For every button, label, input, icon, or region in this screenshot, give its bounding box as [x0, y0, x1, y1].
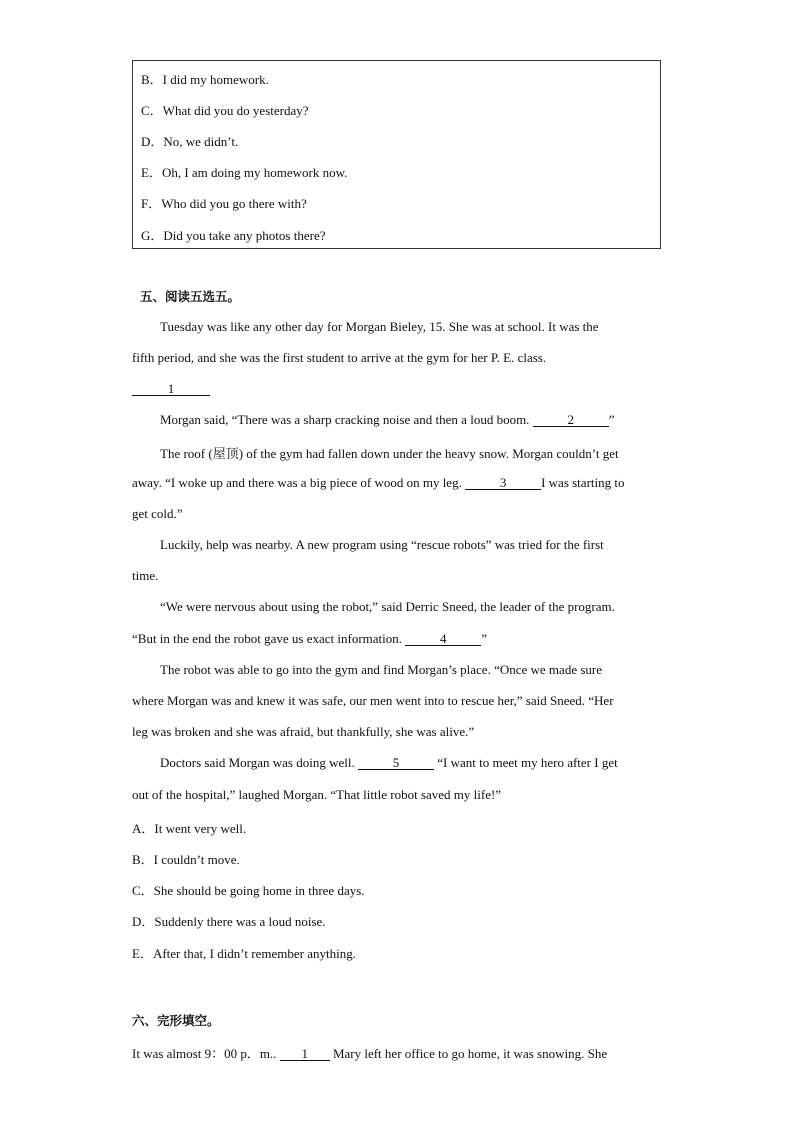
option-c: C．She should be going home in three days.	[132, 883, 365, 898]
p1-line1: Tuesday was like any other day for Morgan Bieley, 15. She was at school. It was the	[160, 319, 599, 334]
answer-options-box	[132, 60, 661, 249]
box-option-d: D．No, we didn’t.	[141, 134, 239, 149]
p6-line3: leg was broken and she was afraid, but thankfully, she was alive.”	[132, 724, 475, 739]
p3-text: away. “I woke up and there was a big piece of wood on my leg.	[132, 475, 466, 490]
blank-1-line	[132, 381, 210, 397]
p5-line2	[132, 631, 487, 647]
p5-text: “But in the end the robot gave us exact information.	[132, 631, 406, 646]
p4-line1: Luckily, help was nearby. A new program using “rescue robots” was tried for the first	[160, 537, 604, 552]
p2-line1	[160, 412, 614, 428]
p4-line2: time.	[132, 568, 159, 583]
p7-line2: out of the hospital,” laughed Morgan. “That little robot saved my life!”	[132, 787, 502, 802]
p7-text: Doctors said Morgan was doing well.	[160, 755, 358, 770]
p5-close-quote: ”	[481, 631, 488, 646]
s6-text: It was almost 9：00 p．m..	[132, 1046, 280, 1061]
blank-3[interactable]: 3	[465, 476, 541, 490]
p3-line3: get cold.”	[132, 506, 183, 521]
p3-line1: The roof (屋顶) of the gym had fallen down under the heavy snow. Morgan couldn’t get	[160, 446, 619, 461]
p5-line1: “We were nervous about using the robot,” said Derric Sneed, the leader of the program.	[160, 599, 615, 614]
blank-4[interactable]: 4	[405, 632, 481, 646]
p1-line2: fifth period, and she was the first student to arrive at the gym for her P. E. class.	[132, 350, 547, 365]
box-option-c: C．What did you do yesterday?	[141, 103, 309, 118]
box-option-f: F．Who did you go there with?	[141, 196, 307, 211]
box-option-e: E．Oh, I am doing my homework now.	[141, 165, 348, 180]
blank-1[interactable]: 1	[132, 382, 210, 396]
option-b: B．I couldn’t move.	[132, 852, 240, 867]
option-d: D．Suddenly there was a loud noise.	[132, 914, 326, 929]
blank-2[interactable]: 2	[533, 413, 609, 427]
p7-text-after: “I want to meet my hero after I get	[433, 755, 618, 770]
option-a: A．It went very well.	[132, 821, 247, 836]
p7-line1	[160, 755, 618, 771]
section5-heading: 五、阅读五选五。	[140, 289, 241, 304]
option-e: E．After that, I didn’t remember anything.	[132, 946, 356, 961]
box-option-b: B．I did my homework.	[141, 72, 269, 87]
p6-line1: The robot was able to go into the gym and find Morgan’s place. “Once we made sure	[160, 662, 602, 677]
p3-line2	[132, 475, 624, 491]
s6-line1	[132, 1043, 607, 1062]
p2-text: Morgan said, “There was a sharp cracking noise and then a loud boom.	[160, 412, 533, 427]
section6-heading: 六、完形填空。	[132, 1013, 220, 1028]
p6-line2: where Morgan was and knew it was safe, our men went into to rescue her,” said Sneed. “Her	[132, 693, 614, 708]
s6-text-after: Mary left her office to go home, it was snowing. She	[329, 1046, 608, 1061]
box-option-g: G．Did you take any photos there?	[141, 228, 326, 243]
p2-close-quote: ”	[608, 412, 615, 427]
s6-blank-1[interactable]: 1	[280, 1047, 330, 1061]
p3-text-after: I was starting to	[541, 475, 625, 490]
blank-5[interactable]: 5	[358, 756, 434, 770]
